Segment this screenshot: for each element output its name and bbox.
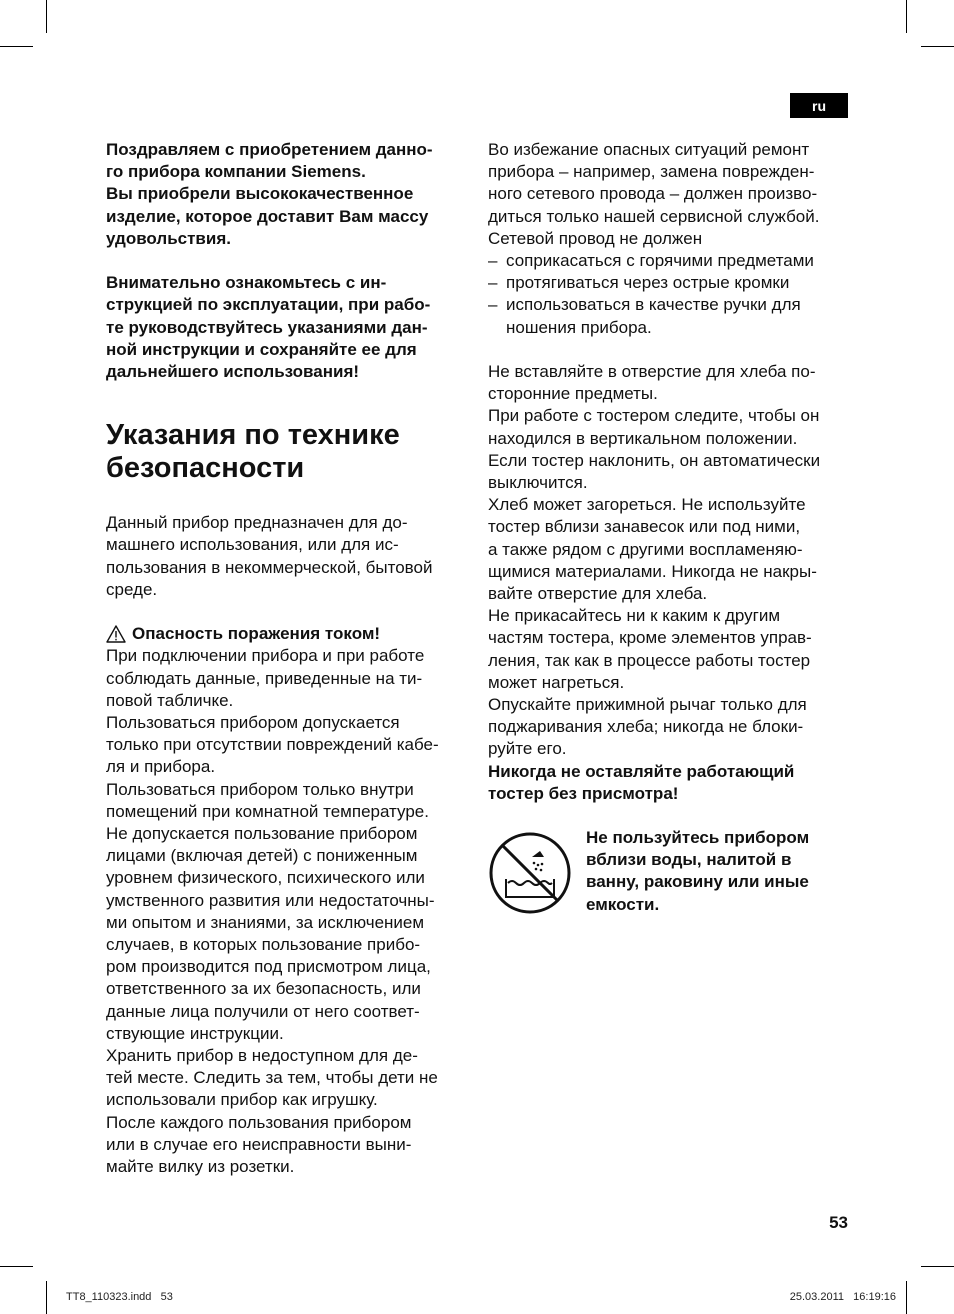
- text-line: При подключении прибора и при работе: [106, 646, 425, 666]
- text-line: уровнем физического, психического или: [106, 868, 425, 888]
- text-line: ром производится под присмотром лица,: [106, 957, 431, 977]
- no-water-icon: [488, 831, 572, 915]
- text-line: Хранить прибор в недоступном для де-: [106, 1046, 418, 1066]
- list-item-text: использоваться в качестве ручки для: [506, 295, 801, 315]
- text-line: повой табличке.: [106, 690, 234, 710]
- text-line: тостер вблизи занавесок или под ними,: [488, 517, 801, 537]
- text-line: вайте отверстие для хлеба.: [488, 584, 708, 604]
- text-line: Внимательно ознакомьтесь с ин-: [106, 273, 387, 293]
- crop-mark: [921, 46, 954, 47]
- left-column: [106, 139, 468, 1178]
- text-line: ного сетевого провода – должен произво-: [488, 184, 818, 204]
- text-line: Вы приобрели высококачественное: [106, 184, 414, 204]
- text-line: Не вставляйте в отверстие для хлеба по-: [488, 362, 816, 382]
- text-line: изделие, которое доставит Вам массу: [106, 206, 429, 226]
- text-line: дальнейшего использования!: [106, 362, 360, 382]
- section-heading: [106, 419, 468, 485]
- text-line: а также рядом с другими воспламеняю-: [488, 539, 803, 559]
- text-line: тостер без присмотра!: [488, 783, 679, 803]
- text-line: ответственного за их безопасность, или: [106, 979, 421, 999]
- list-item-text: соприкасаться с горячими предметами: [506, 251, 814, 271]
- text-line: Пользоваться прибором допускается: [106, 713, 400, 733]
- warning-title: Опасность поражения током!: [132, 624, 381, 644]
- list-item: [488, 317, 850, 339]
- warning-triangle-icon: [106, 624, 126, 644]
- text-line: диться только нашей сервисной службой.: [488, 206, 820, 226]
- repair-paragraph: [488, 139, 850, 250]
- text-line: находился в вертикальном положении.: [488, 428, 798, 448]
- crop-mark: [46, 0, 47, 33]
- text-line: выключится.: [488, 473, 588, 493]
- text-line: руйте его.: [488, 739, 567, 759]
- text-line: Никогда не оставляйте работающий: [488, 761, 795, 781]
- text-line: майте вилку из розетки.: [106, 1157, 295, 1177]
- usage-paragraph: [488, 361, 850, 761]
- water-warning-block: [488, 827, 850, 916]
- text-line: случаев, в которых пользование прибо-: [106, 935, 421, 955]
- text-line: Опускайте прижимной рычаг только для: [488, 695, 807, 715]
- dash-list: [488, 250, 850, 339]
- text-line: данные лица получили от него соответ-: [106, 1001, 420, 1021]
- page-number: 53: [829, 1213, 848, 1232]
- text-line: ванну, раковину или иные: [586, 872, 809, 892]
- text-line: умственного развития или недостаточны-: [106, 890, 435, 910]
- language-badge: ru: [790, 93, 848, 118]
- text-line: вблизи воды, налитой в: [586, 850, 792, 870]
- safety-paragraph: [106, 645, 468, 1178]
- text-line: ми опытом и знаниями, за исключением: [106, 912, 425, 932]
- text-line: щимися материалами. Никогда не накры-: [488, 561, 817, 581]
- footer-file: TT8_110323.indd 53: [66, 1291, 173, 1303]
- text-line: машнего использования, или для ис-: [106, 535, 399, 555]
- text-line: Сетевой провод не должен: [488, 228, 703, 248]
- footer-date: 25.03.2011 16:19:16: [789, 1291, 896, 1303]
- heading-line: безопасности: [106, 452, 305, 485]
- list-item: – соприкасаться с горячими предметами: [488, 250, 850, 272]
- water-warning-text: [586, 827, 809, 916]
- crop-mark: [0, 1266, 33, 1267]
- text-line: ления, так как в процессе работы тостер: [488, 650, 811, 670]
- text-line: ля и прибора.: [106, 757, 216, 777]
- right-column: [488, 139, 850, 916]
- crop-mark: [906, 1281, 907, 1314]
- text-line: Не прикасайтесь ни к каким к другим: [488, 606, 781, 626]
- text-line: среде.: [106, 579, 158, 599]
- text-line: сторонние предметы.: [488, 384, 658, 404]
- text-line: пользования в некоммерческой, бытовой: [106, 557, 433, 577]
- text-line: емкости.: [586, 894, 660, 914]
- text-line: Во избежание опасных ситуаций ремонт: [488, 140, 810, 159]
- text-line: соблюдать данные, приведенные на ти-: [106, 668, 423, 688]
- text-line: может нагреться.: [488, 672, 625, 692]
- intended-use-paragraph: [106, 512, 468, 601]
- text-line: После каждого пользования прибором: [106, 1112, 412, 1132]
- text-line: использовали прибор как игрушку.: [106, 1090, 378, 1110]
- list-item-text: ношения прибора.: [506, 317, 652, 337]
- electric-shock-warning: [106, 623, 468, 645]
- text-line: помещений при комнатной температуре.: [106, 801, 429, 821]
- crop-mark: [46, 1281, 47, 1314]
- text-line: поджаривания хлеба; никогда не блоки-: [488, 717, 804, 737]
- intro-read-instructions: [106, 272, 468, 383]
- text-line: тей месте. Следить за тем, чтобы дети не: [106, 1068, 438, 1088]
- crop-mark: [906, 0, 907, 33]
- crop-mark: [921, 1266, 954, 1267]
- text-line: прибора – например, замена поврежден-: [488, 162, 815, 182]
- text-line: При работе с тостером следите, чтобы он: [488, 406, 820, 426]
- text-line: Хлеб может загореться. Не используйте: [488, 495, 806, 515]
- text-line: ствующие инструкции.: [106, 1023, 284, 1043]
- text-line: те руководствуйтесь указаниями дан-: [106, 317, 428, 337]
- text-line: удовольствия.: [106, 228, 231, 248]
- unattended-warning: [488, 761, 850, 805]
- intro-congrats: [106, 139, 468, 250]
- text-line: Если тостер наклонить, он автоматически: [488, 450, 821, 470]
- text-line: Не пользуйтесь прибором: [586, 828, 810, 848]
- text-line: го прибора компании Siemens.: [106, 162, 366, 182]
- text-line: частям тостера, кроме элементов управ-: [488, 628, 812, 648]
- text-line: только при отсутствии повреждений кабе-: [106, 735, 439, 755]
- text-line: Не допускается пользование прибором: [106, 824, 418, 844]
- list-item-text: протягиваться через острые кромки: [506, 273, 790, 293]
- heading-line: Указания по технике: [106, 419, 400, 452]
- text-line: Данный прибор предназначен для до-: [106, 513, 408, 533]
- text-line: струкцией по эксплуатации, при рабо-: [106, 295, 431, 315]
- text-line: лицами (включая детей) с пониженным: [106, 846, 418, 866]
- list-item: – использоваться в качестве ручки для: [488, 294, 850, 316]
- text-line: ной инструкции и сохраняйте ее для: [106, 339, 417, 359]
- text-line: Поздравляем с приобретением данно-: [106, 140, 433, 159]
- list-item: – протягиваться через острые кромки: [488, 272, 850, 294]
- crop-mark: [0, 46, 33, 47]
- text-line: или в случае его неисправности выни-: [106, 1134, 412, 1154]
- text-line: Пользоваться прибором только внутри: [106, 779, 414, 799]
